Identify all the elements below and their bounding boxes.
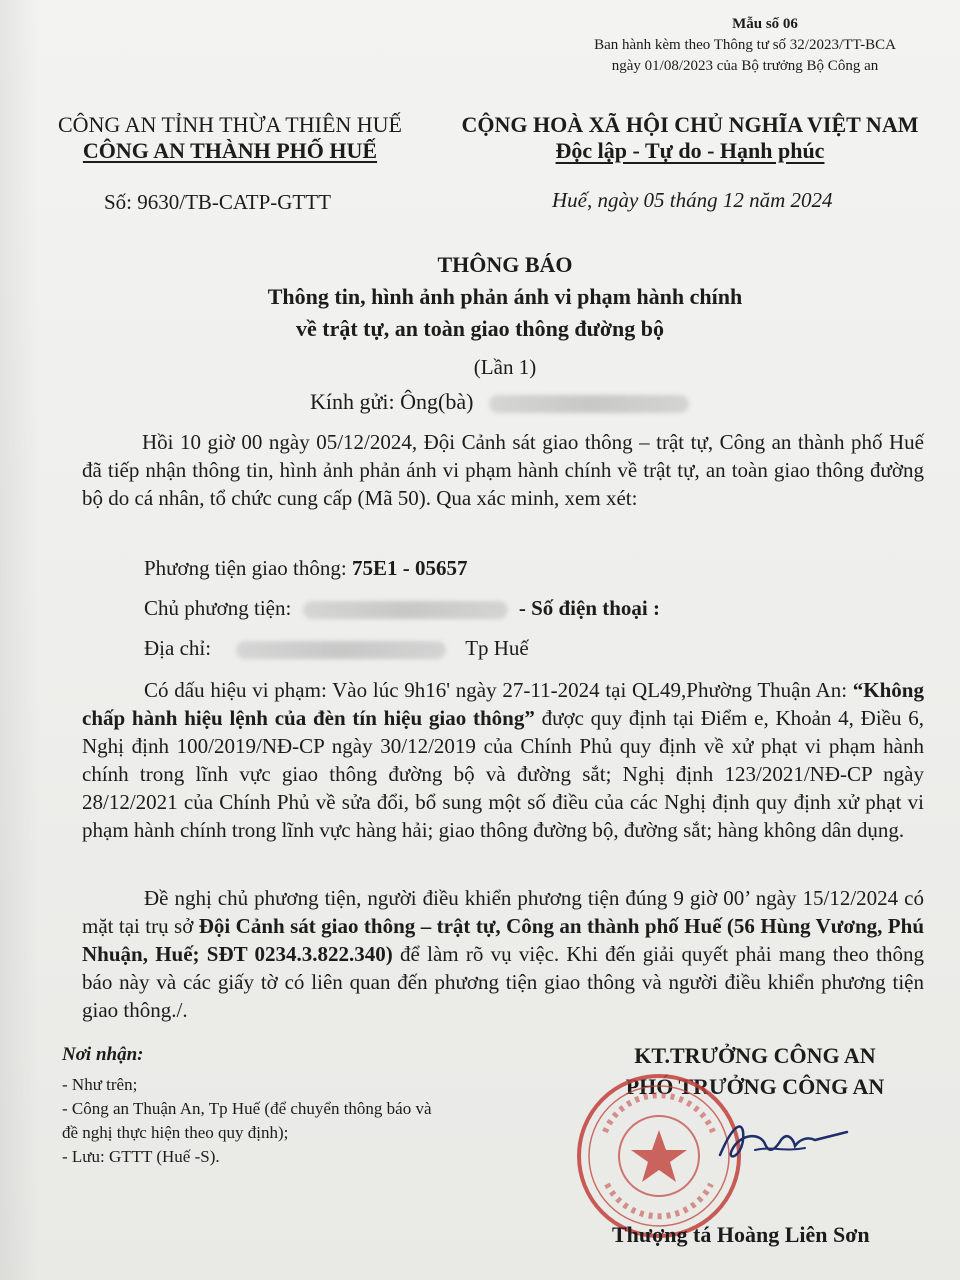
recipient-label: Kính gửi: Ông(bà) — [310, 389, 474, 414]
vehicle-line — [144, 556, 467, 581]
violation-legal-basis: được quy định tại Điểm e, Khoản 4, Điều 6, Nghị định 100/2019/NĐ-CP ngày 30/12/2019 của Chính Phủ quy định về xử phạt vi phạm hành chính trong lĩnh vực giao thông đường bộ và đường sắt; Nghị định 123/2021/NĐ-CP ngày 28/12/2021 của Chính Phủ về sửa đổi, bổ sung một số điều của các Nghị định quy định xử phạt vi phạm hành chính trong lĩnh vực hàng hải; giao thông đường bộ, đường sắt; hàng không dân dụng. — [82, 706, 924, 842]
recipient-item: - Lưu: GTTT (Huế -S). — [62, 1147, 220, 1166]
national-heading — [440, 112, 940, 164]
state-name: CỘNG HOÀ XÃ HỘI CHỦ NGHĨA VIỆT NAM — [461, 112, 919, 137]
recipient-item: - Công an Thuận An, Tp Huế (để chuyển thông báo và đề nghị thực hiện theo quy định); — [62, 1099, 432, 1142]
owner-line — [144, 596, 660, 621]
document-title: THÔNG BÁO — [437, 252, 573, 277]
recipients-heading: Nơi nhận: — [62, 1044, 144, 1065]
redacted-recipient-name — [489, 395, 689, 413]
address-label: Địa chỉ: — [144, 636, 212, 660]
redacted-address — [236, 641, 446, 659]
national-motto: Độc lập - Tự do - Hạnh phúc — [555, 138, 825, 163]
body-paragraph-request — [82, 884, 924, 1024]
place-date: Huế, ngày 05 tháng 12 năm 2024 — [552, 188, 833, 212]
address-line — [144, 636, 529, 661]
recipient-item: - Như trên; — [62, 1075, 138, 1094]
request-rest: để làm rõ vụ việc. Khi đến giải quyết phải mang theo thông báo này và các giấy tờ có liên quan đến phương tiện giao thông và người điều khiển phương tiện giao thông./. — [82, 942, 925, 1022]
vehicle-label: Phương tiện giao thông: — [144, 556, 347, 580]
agency-name: CÔNG AN THÀNH PHỐ HUẾ — [82, 138, 378, 163]
body-paragraph-intake: Hồi 10 giờ 00 ngày 05/12/2024, Đội Cảnh sát giao thông – trật tự, Công an thành phố Huế đã tiếp nhận thông tin, hình ảnh phản ánh vi phạm hành chính về trật tự, an toàn giao thông đường bộ do cá nhân, tổ chức cung cấp (Mã 50). Qua xác minh, xem xét: — [82, 430, 924, 510]
form-issued-line2: ngày 01/08/2023 của Bộ trưởng Bộ Công an — [611, 58, 879, 74]
document-number: Số: 9630/TB-CATP-GTTT — [104, 190, 331, 214]
issuing-agency — [30, 112, 430, 164]
body-paragraph-violation — [82, 676, 924, 844]
redacted-owner-name — [303, 601, 508, 619]
signer-name: Thượng tá Hoàng Liên Sơn — [612, 1222, 870, 1247]
phone-label: - Số điện thoại : — [518, 596, 661, 620]
signer-authority: KT.TRƯỞNG CÔNG AN — [634, 1043, 876, 1068]
agency-parent: CÔNG AN TỈNH THỪA THIÊN HUẾ — [57, 112, 402, 137]
vehicle-plate: 75E1 - 05657 — [351, 556, 468, 580]
document-subtitle-line2: về trật tự, an toàn giao thông đường bộ — [295, 316, 664, 341]
handwritten-signature — [715, 1110, 855, 1170]
address-city: Tp Huế — [465, 636, 529, 660]
request-place: Đội Cảnh sát giao thông – trật tự, Công an thành phố Huế (56 Hùng Vương, Phú Nhuận, Huế; SĐT 0234.3.822.340) — [82, 914, 924, 966]
request-intro: Đề nghị chủ phương tiện, người điều khiển phương tiện đúng 9 giờ 00’ ngày 15/12/2024 có mặt tại trụ sở — [82, 886, 924, 938]
owner-label: Chủ phương tiện: — [144, 596, 292, 620]
form-issued-line1: Ban hành kèm theo Thông tư số 32/2023/TT-BCA — [594, 37, 896, 53]
page-edge-shadow — [0, 0, 40, 1280]
document-subtitle-line1: Thông tin, hình ảnh phản ánh vi phạm hành chính — [267, 284, 743, 309]
signer-position: PHÓ TRƯỞNG CÔNG AN — [625, 1074, 885, 1099]
violation-name: “Không chấp hành hiệu lệnh của đèn tín hiệu giao thông” — [82, 678, 924, 730]
violation-intro: Có dấu hiệu vi phạm: Vào lúc 9h16' ngày 27-11-2024 tại QL49,Phường Thuận An: — [144, 678, 853, 702]
notice-count: (Lần 1) — [473, 355, 537, 379]
form-reference — [580, 14, 910, 77]
recipients-block — [62, 1043, 442, 1169]
form-number: Mẫu số 06 — [732, 16, 798, 32]
recipient-line — [310, 389, 689, 415]
